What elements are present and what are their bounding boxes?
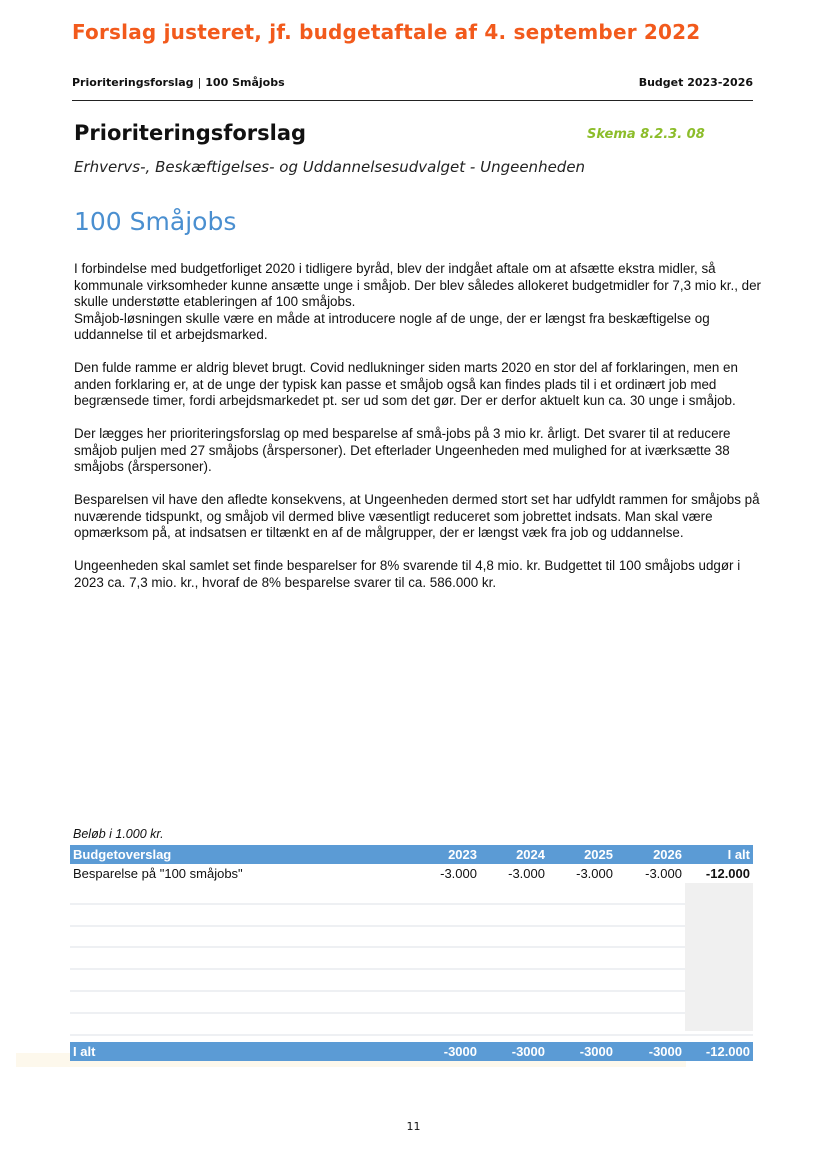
table-cell-2024: -3.000 xyxy=(508,866,545,881)
paragraph: Besparelsen vil have den afledte konsekvens, at Ungeenheden dermed stort set har udfyldt rammen for småjobs på nuværende tidspunkt, og småjob vil dermed blive væsentligt reduceret som jobrettet indsats. Man skal være opmærksom på, at indsatsen er tiltænkt en af de målgrupper, der er længst væk fra job og uddannelse. xyxy=(74,492,760,540)
table-cell-2026: -3.000 xyxy=(645,866,682,881)
empty-table-row xyxy=(70,905,753,927)
table-total-2024: -3000 xyxy=(511,1043,545,1059)
table-total-2023: -3000 xyxy=(443,1043,477,1059)
running-header-budget-period: Budget 2023-2026 xyxy=(638,76,753,89)
budget-table xyxy=(70,845,753,1061)
running-header-left xyxy=(72,76,285,89)
body-text xyxy=(74,261,764,608)
paragraph: I forbindelse med budgetforliget 2020 i tidligere byråd, blev der indgået aftale om at afsætte ekstra midler, så kommunale virksomheder kunne ansætte unge i småjob. Der blev således allokeret budgetmidler for 7,3 mio kr., der skulle understøtte etableringen af 100 småjobs. Småjob-løsningen skulle være en måde at introducere nogle af de unge, der er længst fra beskæftigelse og uddannelse til et arbejdsmarked. xyxy=(74,261,761,342)
paragraph: Den fulde ramme er aldrig blevet brugt. Covid nedlukninger siden marts 2020 en stor del af forklaringen, men en anden forklaring er, at de unge der typisk kan passe et småjob også kan findes plads til i et ordinært job med begrænsede timer, fordi arbejdsmarkedet pt. ser ud som det gør. Der er derfor aktuelt kun ca. 30 unge i småjob. xyxy=(74,360,738,408)
table-row xyxy=(70,864,753,883)
table-cell-total: -12.000 xyxy=(705,866,750,881)
running-header-separator: | xyxy=(197,76,202,89)
table-header-total: I alt xyxy=(727,847,750,862)
empty-table-row xyxy=(70,1014,753,1036)
empty-table-row xyxy=(70,970,753,992)
table-header-2024: 2024 xyxy=(516,847,545,862)
paragraph: Der lægges her prioriteringsforslag op med besparelse af små-jobs på 3 mio kr. årligt. Det svarer til at reducere småjob puljen med 27 småjobs (årspersoner). Det efterlader Ungeenheden med mulighed for at iværksætte 38 småjobs (årspersoner). xyxy=(74,426,731,474)
document-banner: Forslag justeret, jf. budgetaftale af 4. september 2022 xyxy=(72,20,701,44)
running-header-topic: 100 Småjobs xyxy=(205,76,285,89)
empty-table-row xyxy=(70,883,753,905)
table-cell-2025: -3.000 xyxy=(576,866,613,881)
table-total-2026: -3000 xyxy=(648,1043,682,1059)
total-column-shading xyxy=(685,883,753,1031)
table-total-label: I alt xyxy=(73,1043,96,1059)
table-total-2025: -3000 xyxy=(579,1043,613,1059)
paragraph: Ungeenheden skal samlet set finde besparelser for 8% svarende til 4,8 mio. kr. Budgettet til 100 småjobs udgør i 2023 ca. 7,3 mio. kr., hvoraf de 8% besparelse svarer til ca. 586.000 kr. xyxy=(74,558,741,590)
table-header-row xyxy=(70,845,753,864)
committee-subtitle: Erhvervs-, Beskæftigelses- og Uddannelsesudvalget - Ungeenheden xyxy=(74,158,586,176)
running-header-doc-type: Prioriteringsforslag xyxy=(72,76,194,89)
empty-table-row xyxy=(70,927,753,949)
table-total-row xyxy=(70,1042,753,1061)
amount-unit-note: Beløb i 1.000 kr. xyxy=(73,827,164,841)
table-cell-2023: -3.000 xyxy=(440,866,477,881)
table-cell-label: Besparelse på "100 småjobs" xyxy=(73,866,243,881)
section-title: 100 Småjobs xyxy=(74,207,237,236)
page-title: Prioriteringsforslag xyxy=(74,121,307,145)
table-header-2023: 2023 xyxy=(448,847,477,862)
header-divider xyxy=(72,100,753,101)
empty-table-row xyxy=(70,948,753,970)
table-header-2025: 2025 xyxy=(584,847,613,862)
table-header-label: Budgetoverslag xyxy=(73,847,172,862)
empty-table-row xyxy=(70,992,753,1014)
schema-reference: Skema 8.2.3. 08 xyxy=(587,127,705,142)
page-number: 11 xyxy=(406,1120,421,1133)
table-total-sum: -12.000 xyxy=(705,1043,750,1059)
table-header-2026: 2026 xyxy=(653,847,682,862)
